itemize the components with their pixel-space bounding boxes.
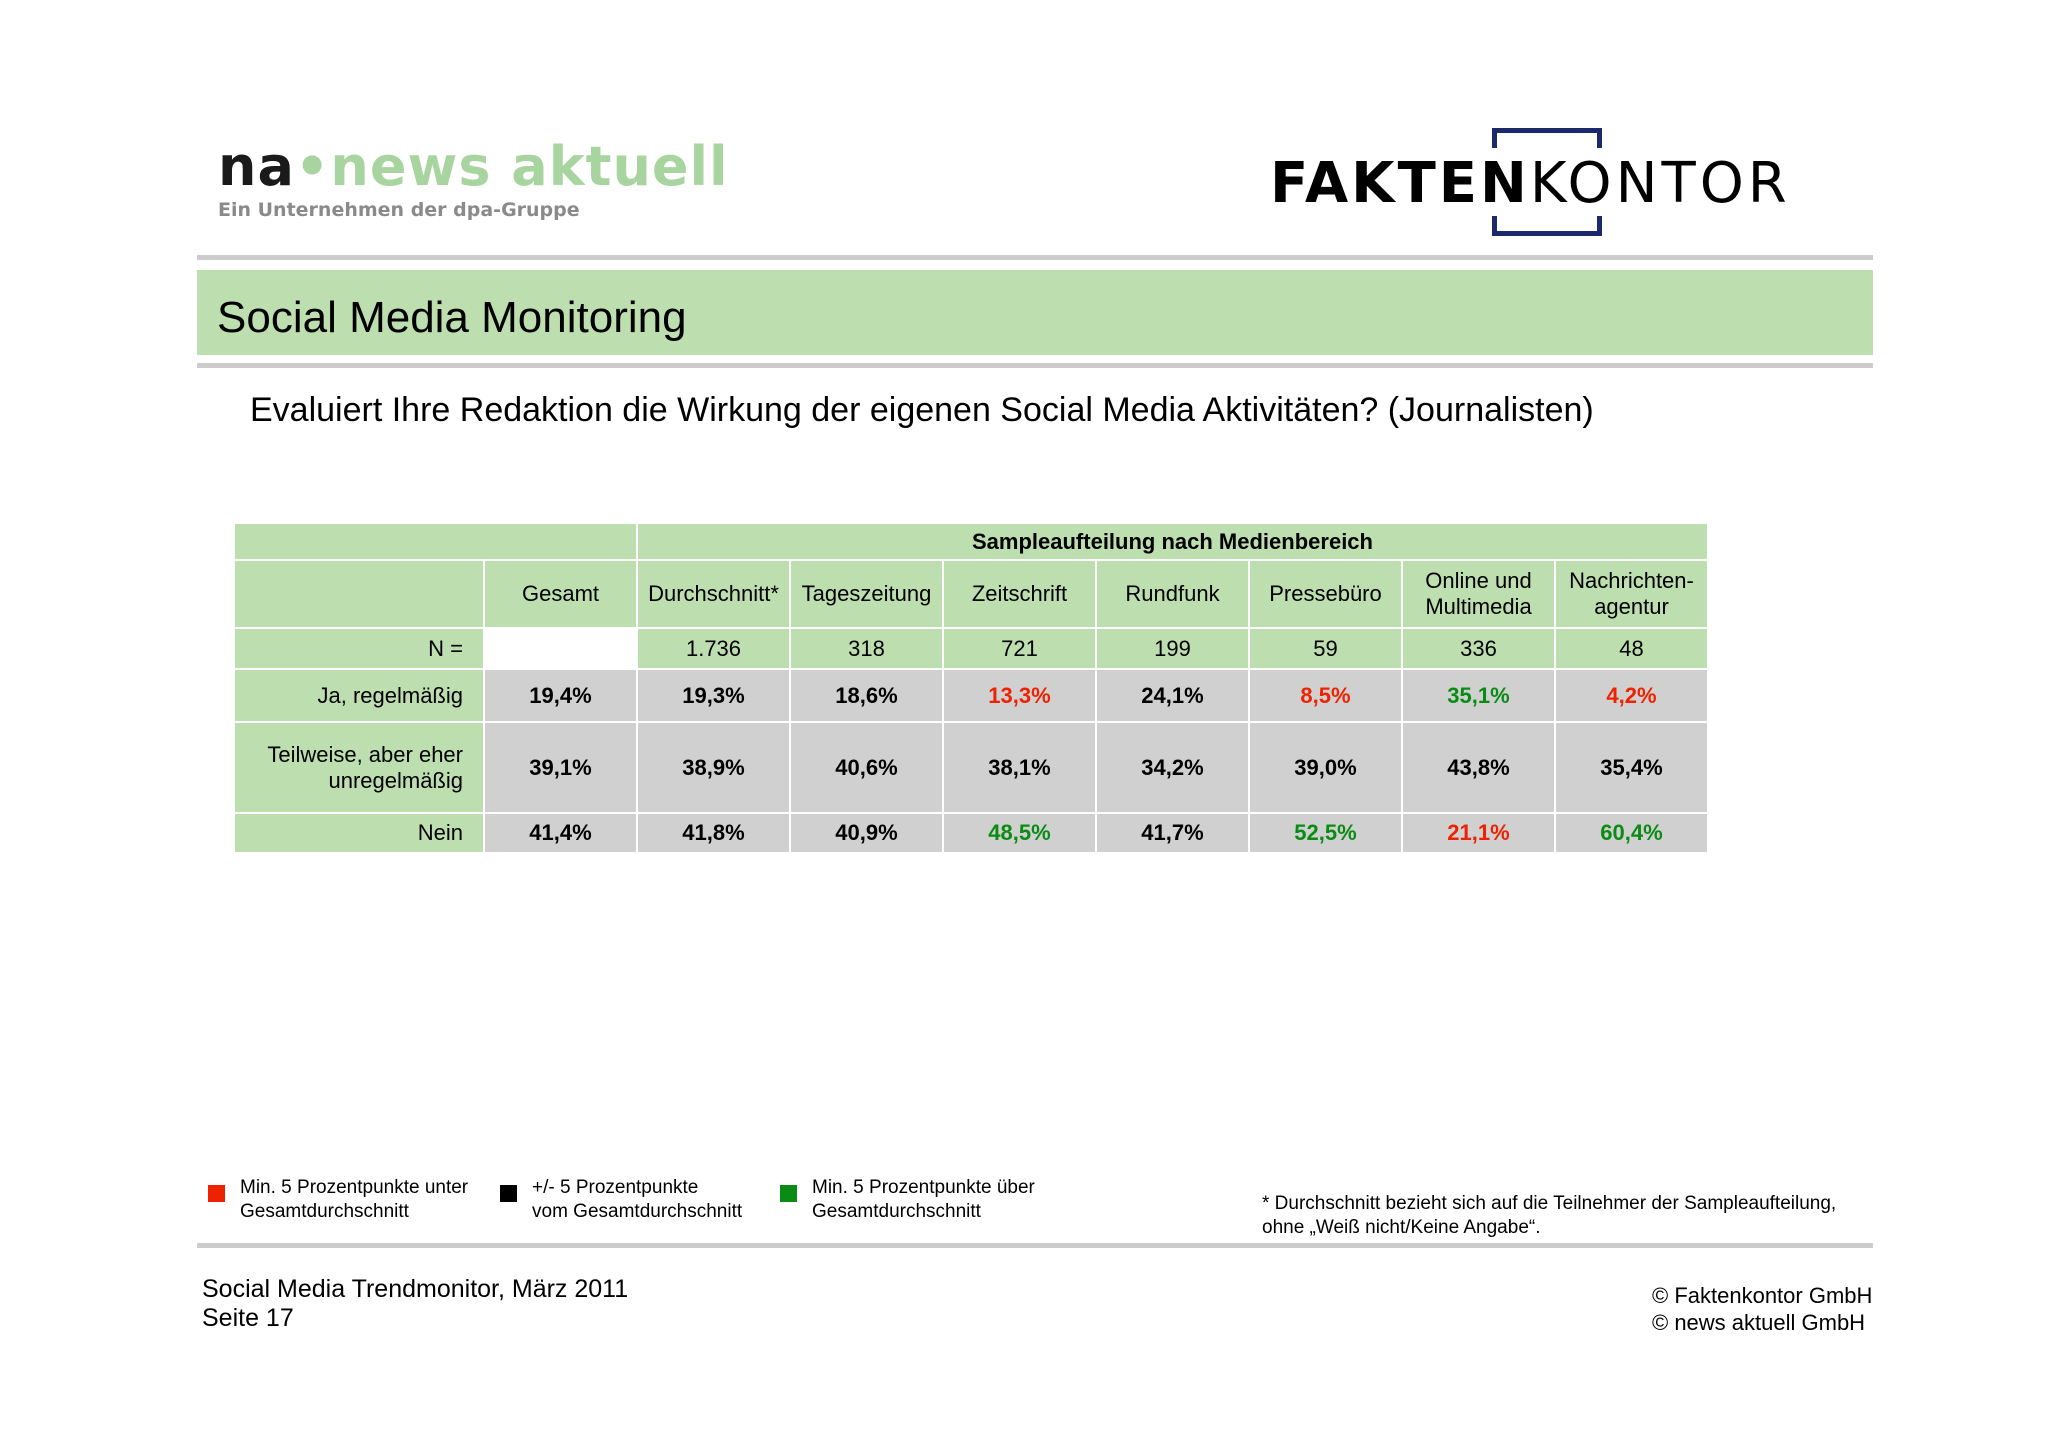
column-header xyxy=(790,560,943,628)
column-header xyxy=(637,560,790,628)
percentage-cell: 35,1% xyxy=(1402,669,1555,722)
news-aktuell-wordmark: na•news aktuell xyxy=(218,135,729,198)
percentage-cell: 38,9% xyxy=(637,722,790,813)
faktenkontor-logo xyxy=(1270,122,1830,242)
faktenkontor-wordmark: FAKTENKONTOR xyxy=(1270,151,1791,216)
percentage-cell: 39,1% xyxy=(484,722,637,813)
row-label xyxy=(234,669,484,722)
footer-source xyxy=(202,1275,628,1333)
sample-size-cell: 199 xyxy=(1096,628,1249,669)
row-label-line: Nein xyxy=(417,820,463,845)
column-header xyxy=(1249,560,1402,628)
legend-text-line: Min. 5 Prozentpunkte unter xyxy=(240,1177,469,1198)
percentage-cell: 41,7% xyxy=(1096,813,1249,853)
footer-page-number: Seite 17 xyxy=(202,1304,294,1332)
column-header-line: Gesamt xyxy=(521,581,600,606)
row-label: N = xyxy=(234,628,484,669)
column-header-line: Online und xyxy=(1425,568,1532,593)
percentage-cell: 4,2% xyxy=(1555,669,1708,722)
sample-size-cell: 59 xyxy=(1249,628,1402,669)
copyright-faktenkontor: © Faktenkontor GmbH xyxy=(1652,1283,1873,1308)
table-row xyxy=(234,669,1708,722)
footer-divider xyxy=(197,1243,1873,1248)
legend-text xyxy=(240,1176,468,1224)
legend-text-line: Gesamtdurchschnitt xyxy=(812,1201,981,1222)
title-bar xyxy=(197,270,1873,355)
header-divider xyxy=(197,255,1873,260)
percentage-cell: 34,2% xyxy=(1096,722,1249,813)
sample-size-cell: 318 xyxy=(790,628,943,669)
row-label-header-cell xyxy=(234,560,484,628)
percentage-cell: 43,8% xyxy=(1402,722,1555,813)
row-label-line: Ja, regelmäßig xyxy=(317,682,463,708)
group-header: Sampleaufteilung nach Medienbereich xyxy=(637,523,1708,560)
news-aktuell-logo xyxy=(218,135,729,237)
legend-item xyxy=(208,1176,468,1224)
legend-swatch-icon xyxy=(500,1185,517,1202)
row-label-line: Teilweise, aber eher xyxy=(267,741,463,767)
results-table xyxy=(233,522,1709,854)
page-title: Social Media Monitoring xyxy=(217,293,687,342)
row-label-line: unregelmäßig xyxy=(328,767,463,793)
sample-size-cell: 721 xyxy=(943,628,1096,669)
legend-swatch-icon xyxy=(780,1185,797,1202)
percentage-cell: 19,4% xyxy=(484,669,637,722)
percentage-cell: 35,4% xyxy=(1555,722,1708,813)
title-divider xyxy=(197,363,1873,368)
logo-bracket-bottom xyxy=(1492,216,1602,236)
percentage-cell: 52,5% xyxy=(1249,813,1402,853)
row-label xyxy=(234,722,484,813)
footnote-line: * Durchschnitt bezieht sich auf die Teilnehmer der Sampleaufteilung, xyxy=(1262,1193,1837,1214)
footnote xyxy=(1262,1192,1836,1240)
percentage-cell: 41,4% xyxy=(484,813,637,853)
percentage-cell: 60,4% xyxy=(1555,813,1708,853)
percentage-cell: 13,3% xyxy=(943,669,1096,722)
percentage-cell: 40,9% xyxy=(790,813,943,853)
legend-text-line: Gesamtdurchschnitt xyxy=(240,1201,409,1222)
legend-text xyxy=(532,1176,742,1224)
footer-copyright xyxy=(1652,1282,1872,1336)
legend-item xyxy=(500,1176,742,1224)
percentage-cell: 38,1% xyxy=(943,722,1096,813)
header-corner-cell xyxy=(234,523,637,560)
percentage-cell: 24,1% xyxy=(1096,669,1249,722)
legend-item xyxy=(780,1176,1035,1224)
sample-size-cell: 336 xyxy=(1402,628,1555,669)
column-header-line: Zeitschrift xyxy=(971,581,1068,606)
table-row xyxy=(234,813,1708,853)
column-header xyxy=(1555,560,1708,628)
column-header xyxy=(1096,560,1249,628)
column-header xyxy=(943,560,1096,628)
footer-report-title: Social Media Trendmonitor, März 2011 xyxy=(202,1275,629,1303)
sample-size-row xyxy=(234,628,1708,669)
sample-size-cell xyxy=(484,628,637,669)
sample-size-cell: 1.736 xyxy=(637,628,790,669)
legend-swatch-icon xyxy=(208,1185,225,1202)
logo-bracket-top xyxy=(1492,128,1602,148)
legend-text-line: Min. 5 Prozentpunkte über xyxy=(812,1177,1035,1198)
column-header-line: Rundfunk xyxy=(1125,581,1220,606)
news-aktuell-tagline: Ein Unternehmen der dpa-Gruppe xyxy=(218,199,580,221)
percentage-cell: 48,5% xyxy=(943,813,1096,853)
column-header-line: Multimedia xyxy=(1425,594,1532,619)
percentage-cell: 21,1% xyxy=(1402,813,1555,853)
copyright-news-aktuell: © news aktuell GmbH xyxy=(1652,1310,1866,1335)
table-row xyxy=(234,722,1708,813)
legend-text-line: +/- 5 Prozentpunkte xyxy=(532,1177,699,1198)
legend-text-line: vom Gesamtdurchschnitt xyxy=(532,1201,743,1222)
column-header-line: agentur xyxy=(1594,594,1669,619)
percentage-cell: 41,8% xyxy=(637,813,790,853)
group-header-row xyxy=(234,523,1708,560)
row-label xyxy=(234,813,484,853)
percentage-cell: 40,6% xyxy=(790,722,943,813)
percentage-cell: 19,3% xyxy=(637,669,790,722)
sample-size-cell: 48 xyxy=(1555,628,1708,669)
footnote-line: ohne „Weiß nicht/Keine Angabe“. xyxy=(1262,1217,1541,1238)
column-header xyxy=(484,560,637,628)
survey-question: Evaluiert Ihre Redaktion die Wirkung der eigenen Social Media Aktivitäten? (Journalisten) xyxy=(250,391,1594,429)
column-header xyxy=(1402,560,1555,628)
percentage-cell: 8,5% xyxy=(1249,669,1402,722)
column-header-line: Pressebüro xyxy=(1269,581,1382,606)
column-header-row xyxy=(234,560,1708,628)
column-header-line: Tageszeitung xyxy=(801,581,932,606)
legend-text xyxy=(812,1176,1035,1224)
percentage-cell: 18,6% xyxy=(790,669,943,722)
percentage-cell: 39,0% xyxy=(1249,722,1402,813)
column-header-line: Durchschnitt* xyxy=(648,581,779,606)
column-header-line: Nachrichten- xyxy=(1569,568,1694,593)
